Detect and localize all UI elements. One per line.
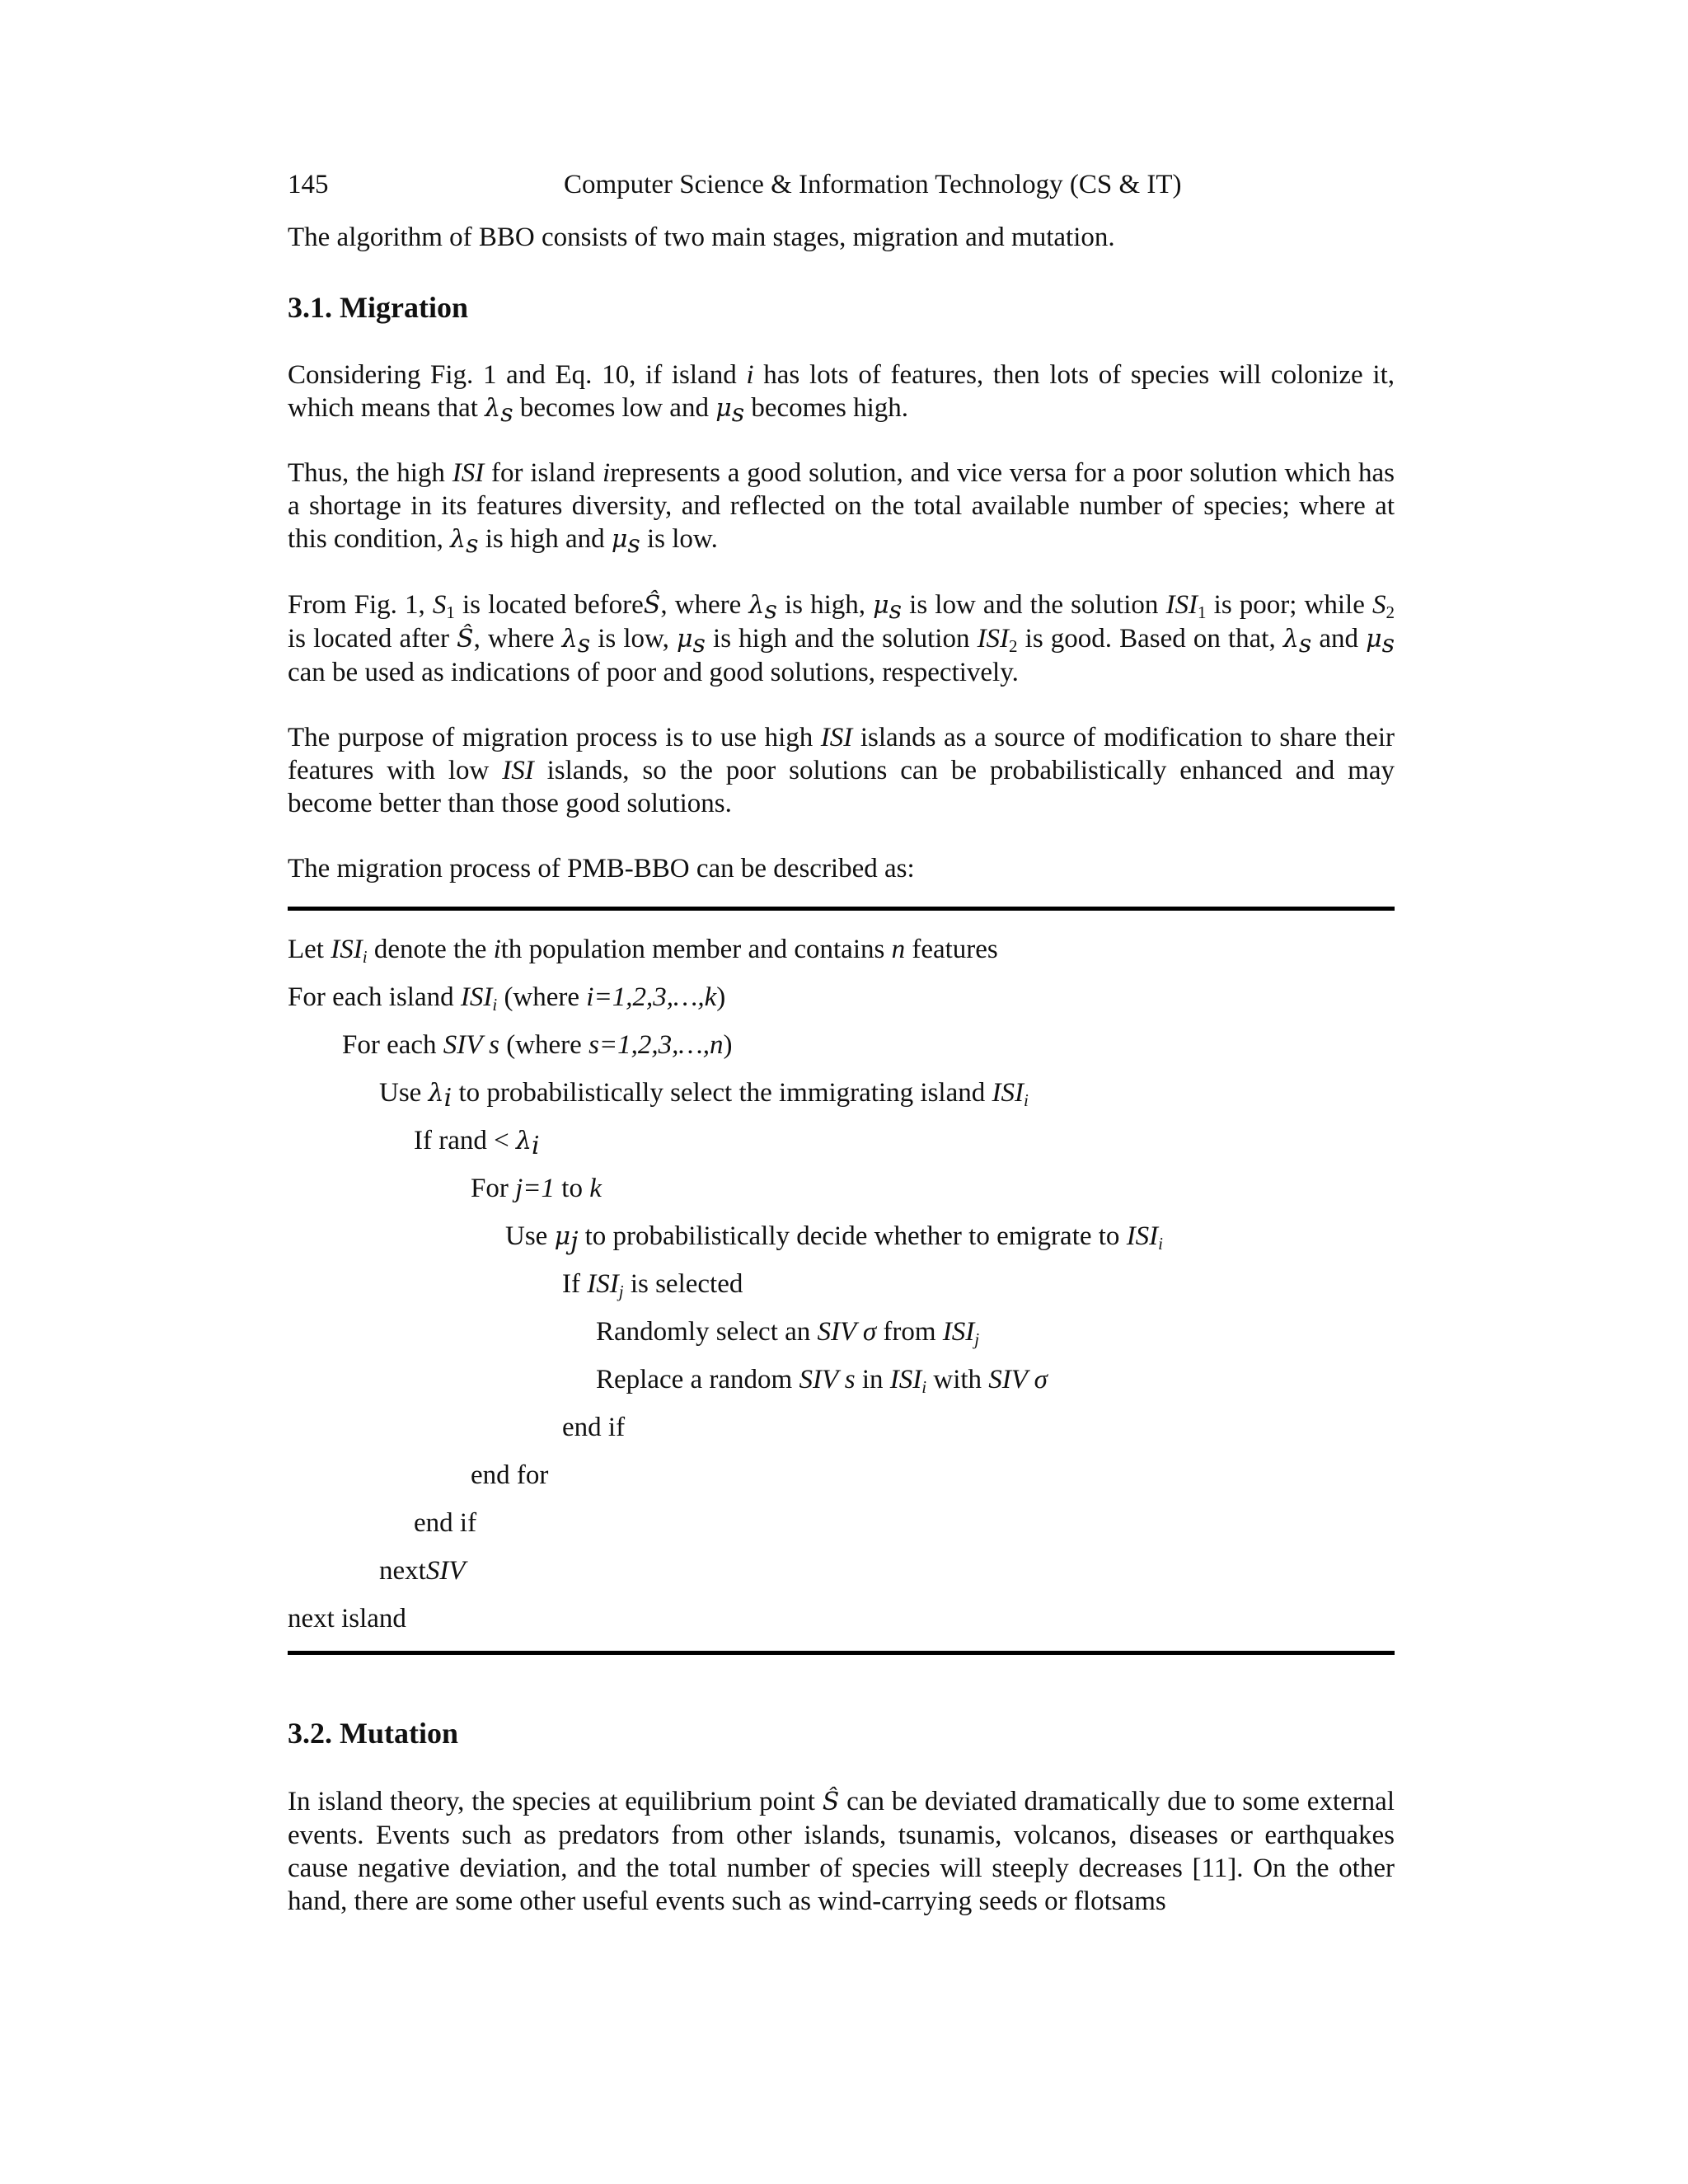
algorithm-line-11: end if (562, 1413, 626, 1442)
algorithm-line-2: For each island $ISI_i$ (where i=1,2,3,…,k) (288, 982, 726, 1015)
paragraph-2: Thus, the high ISI for island irepresents a good solution, and vice versa for a poor solution which has a shortage in its features diversity, and reflected on the total available number of species; where at this condition, $\lambda_s$ is high and $\mu_s$ is low. (288, 458, 1395, 559)
paragraph-4: The purpose of migration process is to use high ISI islands as a source of modification to share their features with low ISI islands, so the poor solutions can be probabilistically enhanced and may become better than those good solutions. (288, 723, 1395, 818)
algorithm-line-9: Randomly select an SIV σ from $ISI_j$ (596, 1317, 980, 1349)
paragraph-5: The migration process of PMB-BBO can be described as: (288, 854, 915, 883)
algorithm-line-6: For j=1 to k (471, 1174, 602, 1203)
algorithm-line-3: For each SIV s (where s=1,2,3,…,n) (342, 1030, 733, 1060)
algorithm-line-13: end if (414, 1508, 477, 1538)
paragraph-3: From Fig. 1, $S_1$ is located beforeŜ, where $\lambda_s$ is high, $\mu_s$ is low and the solution $ISI_1$ is poor; while $S_2$ is located after Ŝ, where $\lambda_s$ is low, $\mu_s$ is high and the solution $ISI_2$ is good. Based on that, $\lambda_s$ and $\mu_s$ can be used as indications of poor and good solutions, respectively. (288, 590, 1395, 687)
paragraph-1: Considering Fig. 1 and Eq. 10, if island i has lots of features, then lots of species will colonize it, which means that $\lambda_s$ becomes low and $\mu_s$ becomes high. (288, 360, 1395, 428)
algorithm-line-12: end for (471, 1460, 549, 1490)
section-heading-migration: 3.1. Migration (288, 291, 468, 324)
running-title: Computer Science & Information Technology (CS & IT) (564, 170, 1182, 199)
page-header (288, 170, 1395, 203)
algorithm-line-8: If $ISI_j$ is selected (562, 1269, 743, 1301)
algorithm-line-14: nextSIV (379, 1556, 466, 1586)
algorithm-line-7: Use $\mu_j$ to probabilistically decide whether to emigrate to $ISI_i$ (505, 1221, 1164, 1256)
algorithm-line-1: Let $ISI_i$ denote the ith population member and contains n features (288, 935, 998, 967)
intro-paragraph: The algorithm of BBO consists of two main stages, migration and mutation. (288, 223, 1115, 252)
section-heading-mutation: 3.2. Mutation (288, 1717, 458, 1750)
algorithm-bottom-rule (288, 1651, 1395, 1655)
algorithm-line-10: Replace a random SIV s in $ISI_i$ with SIV σ (596, 1365, 1048, 1397)
algorithm-line-15: next island (288, 1604, 406, 1633)
page-number: 145 (288, 170, 329, 199)
algorithm-top-rule (288, 907, 1395, 911)
algorithm-line-5: If rand < $\lambda_i$ (414, 1126, 540, 1160)
algorithm-line-4: Use $\lambda_i$ to probabilistically select the immigrating island $ISI_i$ (379, 1078, 1029, 1113)
paragraph-6: In island theory, the species at equilibrium point Ŝ can be deviated dramatically due to some external events. Events such as predators from other islands, tsunamis, volcanos, diseases or earthquakes cause negative deviation, and the total number of species will steeply decreases [11]. On the other hand, there are some other useful events such as wind-carrying seeds or flotsams (288, 1787, 1395, 1916)
